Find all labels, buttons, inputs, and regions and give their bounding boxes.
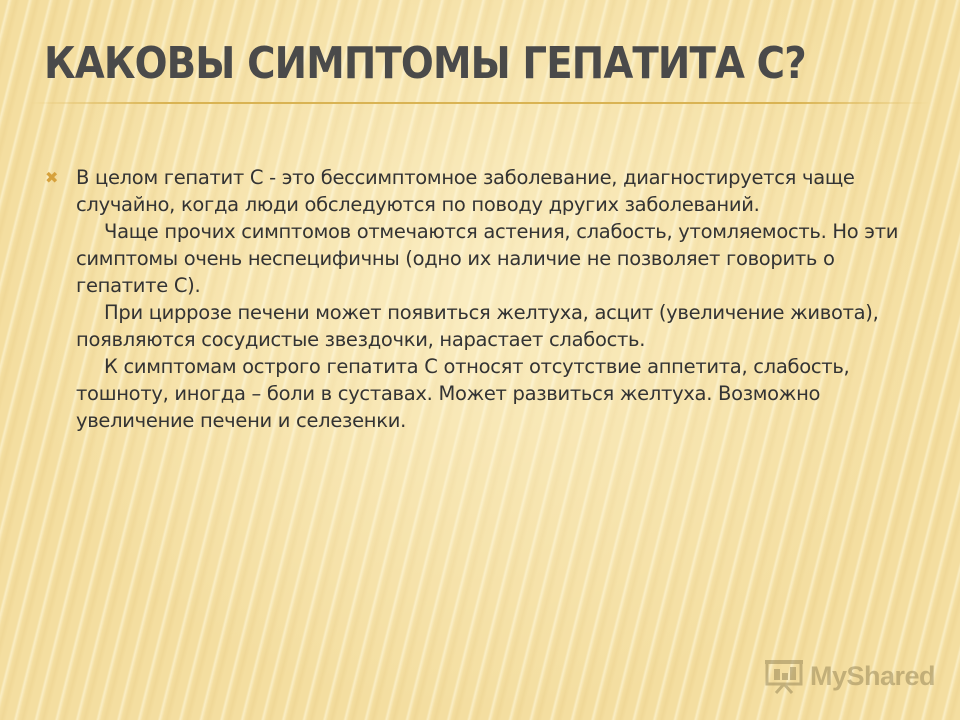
- x-mark-icon: ✖: [45, 168, 59, 187]
- watermark-text: MyShared: [810, 660, 936, 691]
- watermark-logo: [764, 652, 935, 700]
- paragraph-1: В целом гепатит С - это бессимптомное заболевание, диагностируется чаще случайно, когда люди обследуются по поводу других заболеваний.: [76, 166, 855, 216]
- paragraph-2: Чаще прочих симптомов отмечаются астения, слабость, утомляемость. Но эти симптомы очень неспецифичны (одно их наличие не позволяет говорить о гепатите С).: [76, 220, 899, 297]
- slide-title: КАКОВЫ СИМПТОМЫ ГЕПАТИТА С?: [44, 38, 806, 89]
- presentation-board-icon: [764, 658, 804, 694]
- slide-content: [40, 164, 920, 434]
- paragraph-3: При циррозе печени может появиться желтуха, асцит (увеличение живота), появляются сосудистые звездочки, нарастает слабость.: [76, 301, 879, 351]
- title-divider: [30, 102, 930, 104]
- bullet-text: [76, 164, 920, 434]
- paragraph-4: К симптомам острого гепатита С относят отсутствие аппетита, слабость, тошноту, иногда – боли в суставах. Может развиться желтуха. Возможно увеличение печени и селезенки.: [76, 355, 850, 432]
- bullet-item: [40, 164, 920, 434]
